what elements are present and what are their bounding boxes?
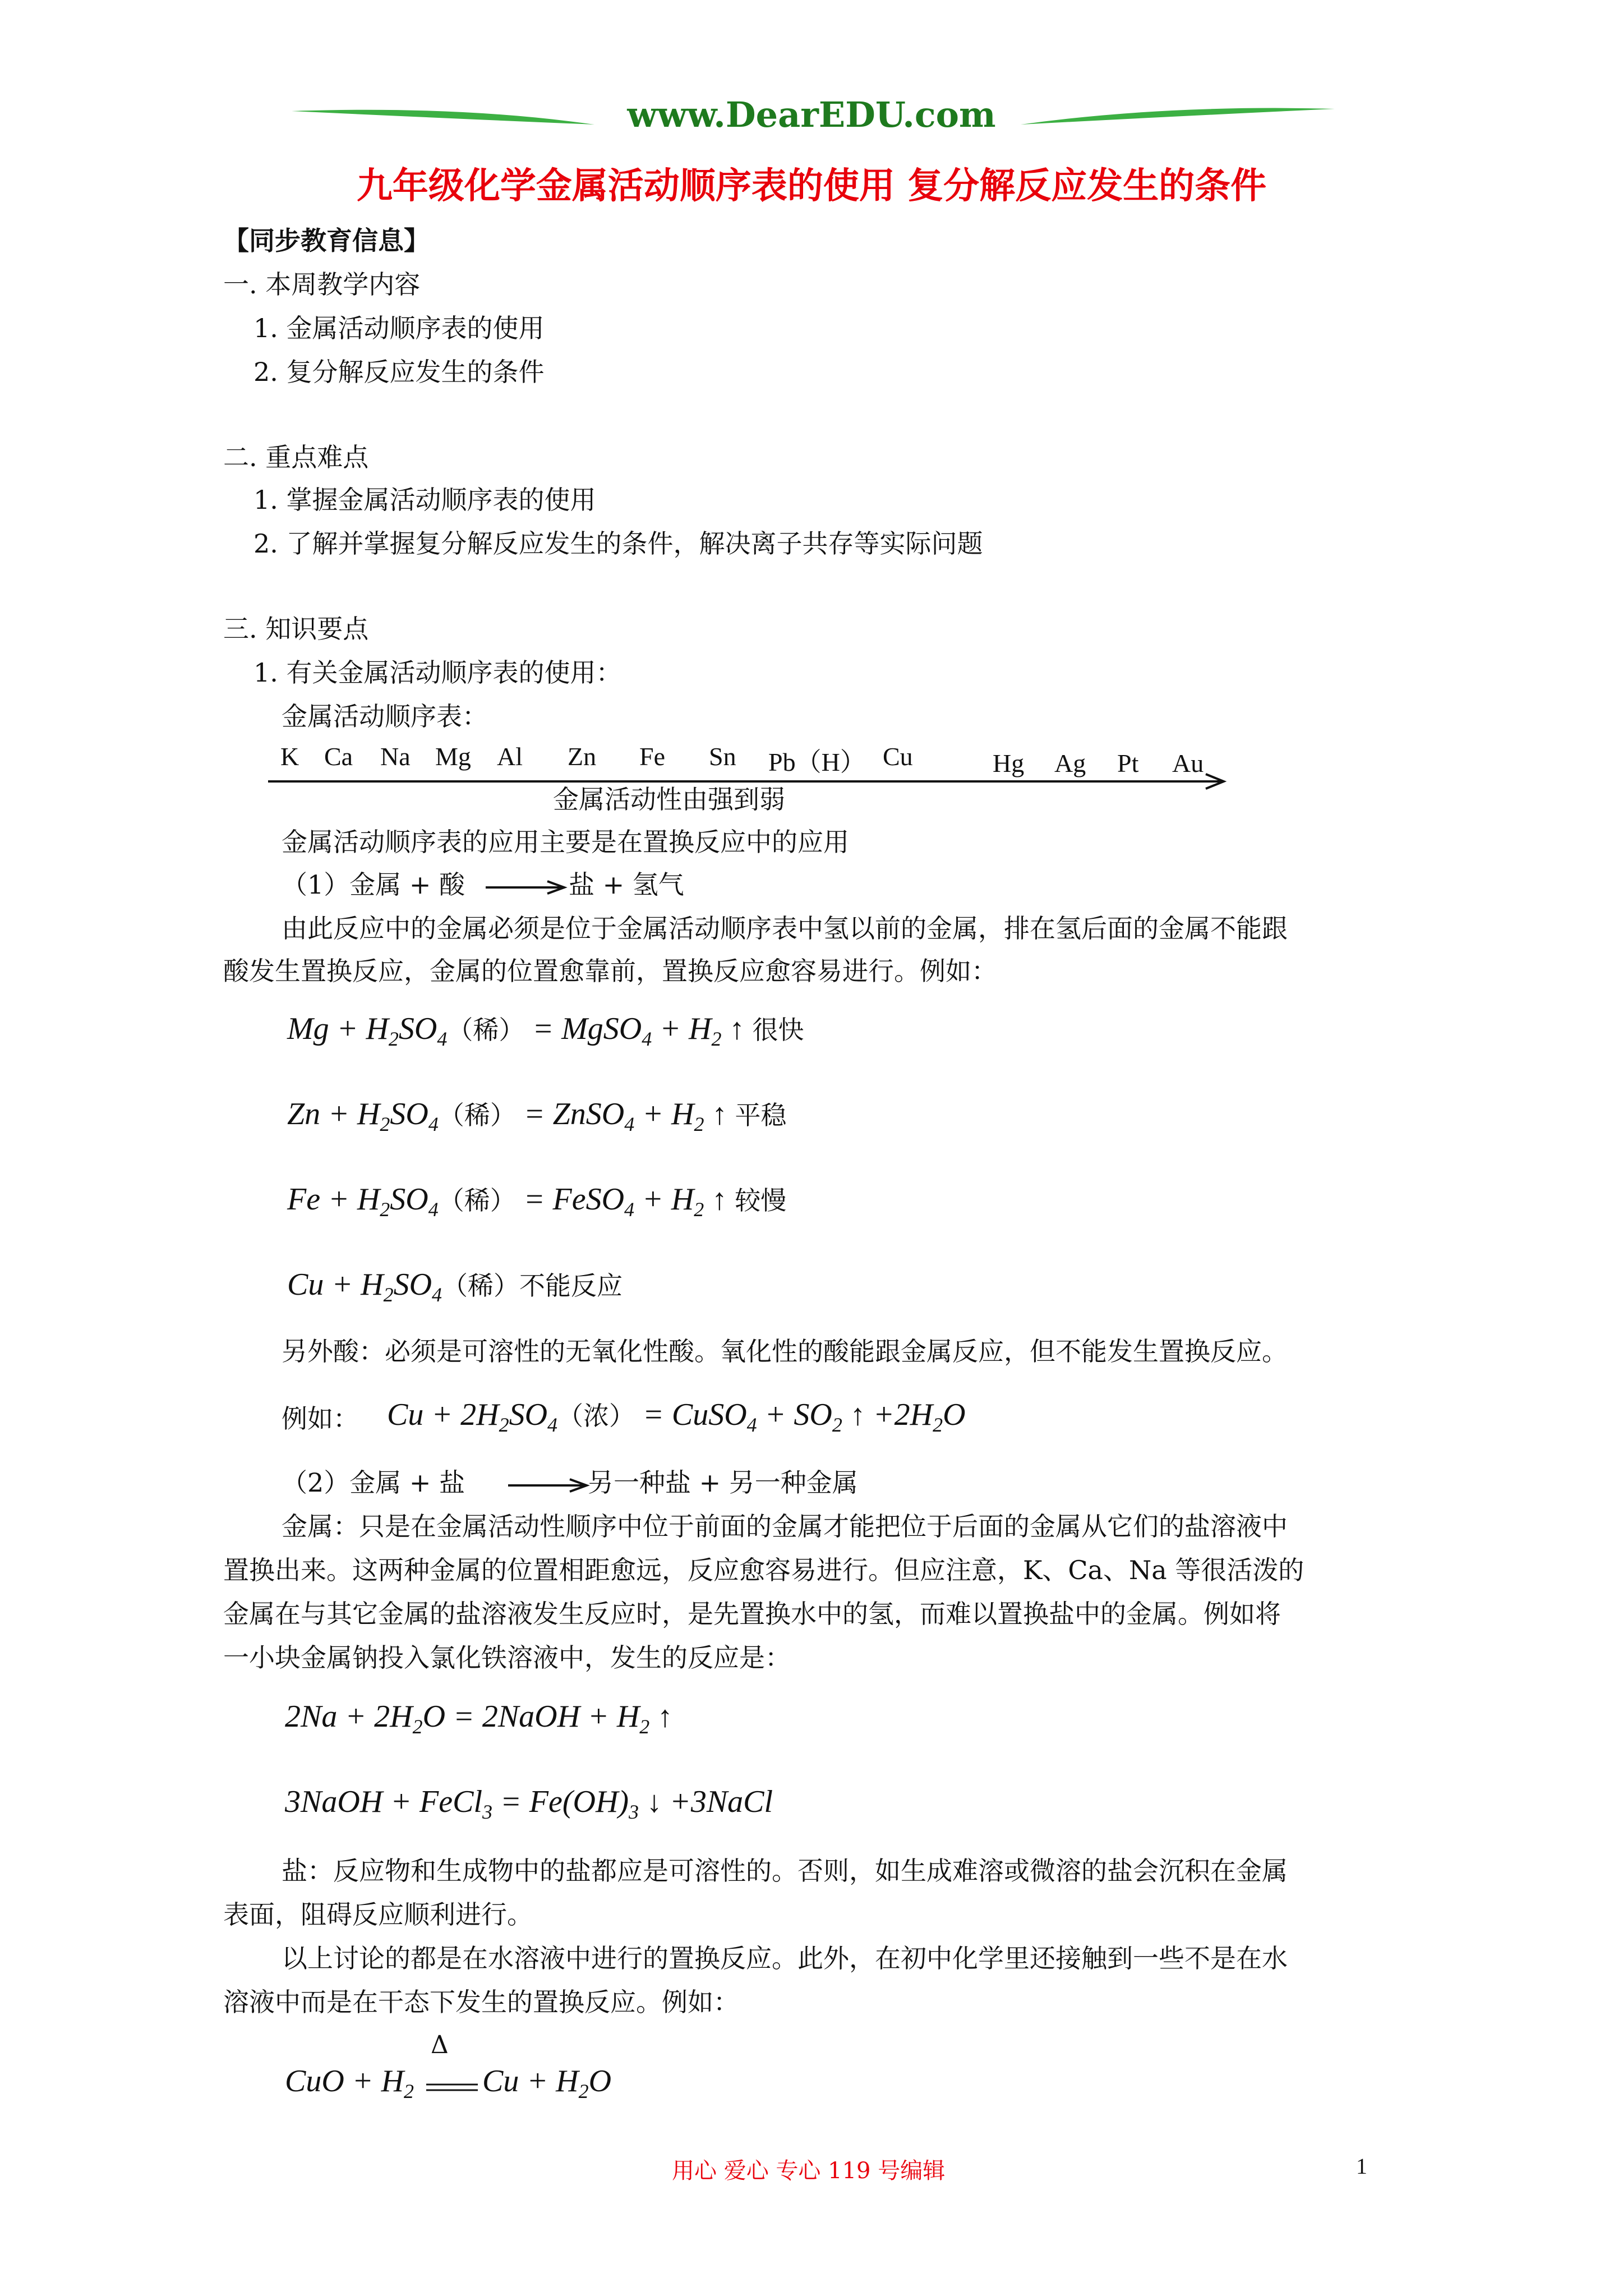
metal-symbol: Ag [1054,749,1086,777]
paragraph: 另外酸：必须是可溶性的无氧化性酸。氧化性的酸能跟金属反应，但不能发生置换反应。 [282,1336,1288,1366]
arrow-caption: 金属活动性由强到弱 [553,784,785,815]
paragraph: 以上讨论的都是在水溶液中进行的置换反应。此外，在初中化学里还接触到一些不是在水 [282,1943,1288,1973]
paragraph: 盐：反应物和生成物中的盐都应是可溶性的。否则，如生成难溶或微溶的盐会沉积在金属 [282,1856,1288,1886]
paragraph: 一小块金属钠投入氯化铁溶液中，发生的反应是： [223,1642,791,1673]
delta-symbol: Δ [431,2031,449,2059]
equation-cuo-products: $Cu + H_2O$ [482,2064,612,2103]
paragraph: 金属在与其它金属的盐溶液发生反应时，是先置换水中的氢，而难以置换盐中的金属。例如将 [223,1599,1281,1629]
case2-right: 另一种盐 + 另一种金属 [588,1467,858,1498]
metal-symbol: Au [1172,749,1204,777]
section-label: 【同步教育信息】 [223,226,430,256]
metal-symbol: Cu [883,742,913,771]
equation-cuo: CuO + $H_2$ [285,2064,414,2103]
equation-mg: $Mg + H_2SO_4$（稀） = MgSO$_4$ + $H_2$ ↑ 很快 [287,1011,804,1051]
metal-symbol: Sn [709,742,736,771]
case1-left: （1）金属 + 酸 [282,869,465,900]
page-number: 1 [1356,2154,1367,2179]
equation-zn: $Zn + H_2SO_4$（稀） = ZnSO$_4$ + $H_2$ ↑ 平稳 [287,1097,787,1136]
paragraph: 由此反应中的金属必须是位于金属活动顺序表中氢以前的金属，排在氢后面的金属不能跟 [282,913,1288,944]
activity-series-label: 金属活动顺序表： [282,701,488,731]
paragraph: 表面，阻碍反应顺利进行。 [223,1899,533,1930]
list-item: 2. 了解并掌握复分解反应发生的条件，解决离子共存等实际问题 [253,528,983,559]
reaction-arrow [508,1478,590,1493]
paragraph: 置换出来。这两种金属的位置相距愈远，反应愈容易进行。但应注意，K、Ca、Na 等很活泼的 [223,1555,1304,1585]
metal-symbol: K [280,742,299,771]
heading-one: 一. 本周教学内容 [223,269,421,300]
paragraph: 金属：只是在金属活动性顺序中位于前面的金属才能把位于后面的金属从它们的盐溶液中 [282,1511,1288,1542]
equation-cu-conc: $Cu + 2H_2SO_4$（浓） = CuSO$_4$ + $SO_2$ ↑ $+2H_2O$ [387,1397,966,1437]
paragraph: 酸发生置换反应，金属的位置愈靠前，置换反应愈容易进行。例如： [223,956,997,986]
equation-na: $2Na + 2H_2O$ = 2NaOH + $H_2$ ↑ [285,1699,673,1738]
equation-cu: $Cu + H_2SO_4$（稀）不能反应 [287,1267,623,1306]
heading-two: 二. 重点难点 [223,442,369,472]
site-logo[interactable]: www.DearEDU.com [627,94,996,135]
case1-right: 盐 + 氢气 [569,869,684,900]
metal-symbol: Na [380,742,411,771]
list-item: 1. 掌握金属活动顺序表的使用 [253,485,596,515]
equals-bar [426,2082,478,2093]
metal-symbol: Hg [993,749,1025,777]
paragraph: 金属活动顺序表的应用主要是在置换反应中的应用 [282,827,849,857]
list-item: 2. 复分解反应发生的条件 [253,357,545,387]
metal-symbol: Ca [324,742,353,771]
page-title: 九年级化学金属活动顺序表的使用 复分解反应发生的条件 [356,165,1267,207]
metal-symbol: Fe [639,742,665,771]
reaction-arrow [486,880,568,895]
list-item: 1. 有关金属活动顺序表的使用： [253,657,622,688]
metal-symbol: Al [497,742,523,771]
footer-text: 用心 爱心 专心 119 号编辑 [672,2158,946,2184]
metal-symbol: Pt [1117,749,1139,777]
equation-fecl3: 3NaOH + FeCl$_3$ = $Fe(OH)_3$ ↓ +3NaCl [285,1784,773,1824]
metal-symbol: Zn [568,742,597,771]
case2-left: （2）金属 + 盐 [282,1467,465,1498]
equation-fe: $Fe + H_2SO_4$（稀） = FeSO$_4$ + $H_2$ ↑ 较慢 [287,1182,787,1221]
metal-symbol: Pb（H） [768,748,866,776]
metal-symbol: Mg [435,742,471,771]
heading-three: 三. 知识要点 [223,614,369,644]
example-label: 例如： [282,1404,359,1434]
list-item: 1. 金属活动顺序表的使用 [253,313,545,343]
paragraph: 溶液中而是在干态下发生的置换反应。例如： [223,1987,739,2017]
